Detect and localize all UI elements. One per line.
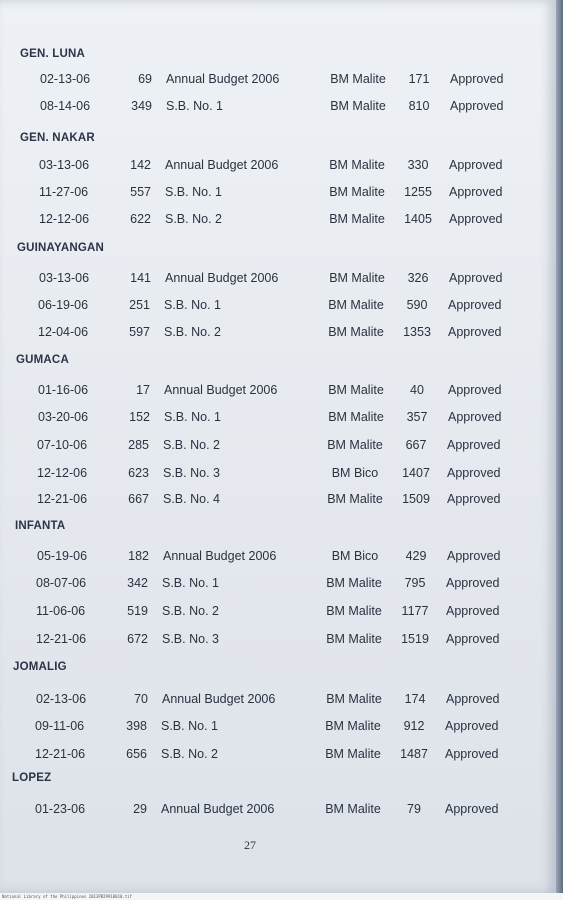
table-row <box>0 158 555 176</box>
resolution-title: Annual Budget 2006 <box>165 158 279 172</box>
resolution-title: S.B. No. 1 <box>165 185 222 199</box>
resolution-title: S.B. No. 1 <box>164 298 221 312</box>
resolution-date: 11-06-06 <box>36 604 86 618</box>
resolution-date: 11-27-06 <box>39 185 89 199</box>
resolution-title: Annual Budget 2006 <box>164 383 278 397</box>
ordinance-number: 1177 <box>401 604 429 618</box>
scan-footer: National Library of the Philippines 2013PB29910010.tif <box>0 893 563 900</box>
ordinance-number: 795 <box>404 576 426 590</box>
ordinance-number: 40 <box>410 383 424 397</box>
table-row <box>0 72 556 90</box>
table-row <box>0 271 555 289</box>
table-row <box>0 604 552 622</box>
resolution-date: 03-20-06 <box>38 410 89 424</box>
municipality-heading: JOMALIG <box>13 661 67 673</box>
resolution-number: 349 <box>131 99 152 113</box>
author-name: BM Malite <box>330 72 386 86</box>
resolution-number: 182 <box>128 549 149 563</box>
resolution-number: 29 <box>133 802 147 816</box>
ordinance-number: 590 <box>406 298 428 312</box>
resolution-number: 656 <box>126 747 147 761</box>
status-text: Approved <box>448 410 502 424</box>
status-text: Approved <box>448 383 502 397</box>
author-name: BM Malite <box>329 185 385 199</box>
ordinance-number: 667 <box>405 438 427 452</box>
ordinance-number: 79 <box>407 802 421 816</box>
resolution-number: 70 <box>134 692 148 706</box>
author-name: BM Malite <box>326 604 382 618</box>
status-text: Approved <box>447 549 501 563</box>
resolution-date: 12-12-06 <box>37 466 88 480</box>
ordinance-number: 174 <box>404 692 426 706</box>
resolution-number: 667 <box>128 492 149 506</box>
author-name: BM Bico <box>331 466 379 480</box>
resolution-title: S.B. No. 2 <box>165 212 222 226</box>
resolution-title: S.B. No. 3 <box>162 632 219 646</box>
table-row <box>0 466 553 484</box>
author-name: BM Malite <box>325 747 381 761</box>
resolution-date: 09-11-06 <box>35 719 85 733</box>
table-row <box>0 692 552 710</box>
page-number: 27 <box>244 838 256 852</box>
resolution-title: S.B. No. 2 <box>161 747 218 761</box>
ordinance-number: 1487 <box>400 747 428 761</box>
status-text: Approved <box>449 212 503 226</box>
table-row <box>0 632 552 650</box>
author-name: BM Malite <box>329 271 385 285</box>
author-name: BM Malite <box>328 410 384 424</box>
table-row <box>0 325 554 343</box>
resolution-title: S.B. No. 4 <box>163 492 220 506</box>
municipality-heading: GUMACA <box>16 354 69 366</box>
ordinance-number: 326 <box>407 271 429 285</box>
ordinance-number: 1519 <box>401 632 429 646</box>
author-name: BM Malite <box>326 576 382 590</box>
resolution-date: 08-14-06 <box>40 99 91 113</box>
resolution-number: 519 <box>127 604 148 618</box>
resolution-title: Annual Budget 2006 <box>163 549 277 563</box>
resolution-date: 12-12-06 <box>39 212 90 226</box>
status-text: Approved <box>445 719 499 733</box>
ordinance-number: 1255 <box>404 185 432 199</box>
resolution-title: Annual Budget 2006 <box>165 271 279 285</box>
status-text: Approved <box>446 632 500 646</box>
resolution-date: 12-21-06 <box>36 632 87 646</box>
status-text: Approved <box>446 692 500 706</box>
status-text: Approved <box>450 72 504 86</box>
resolution-title: Annual Budget 2006 <box>166 72 280 86</box>
status-text: Approved <box>448 325 502 339</box>
municipality-heading: GEN. LUNA <box>20 48 86 60</box>
table-row <box>0 802 551 820</box>
status-text: Approved <box>448 298 502 312</box>
ordinance-number: 1407 <box>402 466 430 480</box>
resolution-date: 03-13-06 <box>39 158 90 172</box>
status-text: Approved <box>449 185 503 199</box>
status-text: Approved <box>447 492 501 506</box>
resolution-title: Annual Budget 2006 <box>162 692 276 706</box>
resolution-number: 142 <box>130 158 151 172</box>
table-row <box>0 438 553 456</box>
resolution-date: 07-10-06 <box>37 438 88 452</box>
author-name: BM Malite <box>325 802 381 816</box>
table-row <box>0 185 555 203</box>
resolution-number: 152 <box>129 410 150 424</box>
author-name: BM Malite <box>326 692 382 706</box>
resolution-number: 597 <box>129 325 150 339</box>
table-row <box>0 576 552 594</box>
table-row <box>0 492 553 510</box>
resolution-title: S.B. No. 1 <box>164 410 221 424</box>
resolution-title: S.B. No. 2 <box>162 604 219 618</box>
table-row <box>0 747 551 765</box>
ordinance-number: 810 <box>408 99 430 113</box>
resolution-number: 557 <box>130 185 151 199</box>
resolution-title: S.B. No. 1 <box>162 576 219 590</box>
municipality-heading: GUINAYANGAN <box>17 242 104 254</box>
status-text: Approved <box>445 802 499 816</box>
author-name: BM Malite <box>329 158 385 172</box>
resolution-number: 251 <box>129 298 150 312</box>
table-row <box>0 298 554 316</box>
resolution-number: 17 <box>136 383 150 397</box>
resolution-number: 672 <box>127 632 148 646</box>
author-name: BM Malite <box>329 212 385 226</box>
author-name: BM Malite <box>328 383 384 397</box>
status-text: Approved <box>446 604 500 618</box>
resolution-title: S.B. No. 3 <box>163 466 220 480</box>
resolution-date: 03-13-06 <box>39 271 90 285</box>
resolution-title: S.B. No. 2 <box>164 325 221 339</box>
resolution-date: 02-13-06 <box>40 72 91 86</box>
municipality-heading: GEN. NAKAR <box>20 132 95 144</box>
resolution-title: Annual Budget 2006 <box>161 802 275 816</box>
resolution-number: 622 <box>130 212 151 226</box>
table-row <box>0 549 553 567</box>
table-row <box>0 383 554 401</box>
resolution-title: S.B. No. 2 <box>163 438 220 452</box>
status-text: Approved <box>449 158 503 172</box>
page-edge-shadow <box>556 0 563 893</box>
resolution-number: 285 <box>128 438 149 452</box>
author-name: BM Malite <box>327 438 383 452</box>
resolution-date: 12-04-06 <box>38 325 89 339</box>
status-text: Approved <box>445 747 499 761</box>
ordinance-number: 1353 <box>403 325 431 339</box>
resolution-number: 623 <box>128 466 149 480</box>
municipality-heading: INFANTA <box>15 520 66 532</box>
resolution-number: 141 <box>130 271 151 285</box>
author-name: BM Bico <box>331 549 379 563</box>
status-text: Approved <box>446 576 500 590</box>
resolution-date: 01-16-06 <box>38 383 89 397</box>
resolution-date: 01-23-06 <box>35 802 86 816</box>
author-name: BM Malite <box>327 492 383 506</box>
ordinance-number: 171 <box>408 72 430 86</box>
status-text: Approved <box>450 99 504 113</box>
status-text: Approved <box>447 466 501 480</box>
resolution-number: 69 <box>138 72 152 86</box>
municipality-heading: LOPEZ <box>12 772 52 784</box>
resolution-number: 398 <box>126 719 147 733</box>
table-row <box>0 99 556 117</box>
author-name: BM Malite <box>328 298 384 312</box>
resolution-date: 08-07-06 <box>36 576 87 590</box>
resolution-date: 12-21-06 <box>35 747 86 761</box>
resolution-date: 06-19-06 <box>38 298 89 312</box>
table-row <box>0 212 555 230</box>
ordinance-number: 330 <box>407 158 429 172</box>
ordinance-number: 429 <box>405 549 427 563</box>
resolution-number: 342 <box>127 576 148 590</box>
resolution-title: S.B. No. 1 <box>161 719 218 733</box>
ordinance-number: 1509 <box>402 492 430 506</box>
status-text: Approved <box>449 271 503 285</box>
author-name: BM Malite <box>325 719 381 733</box>
ordinance-number: 1405 <box>404 212 432 226</box>
table-row <box>0 719 551 737</box>
author-name: BM Malite <box>326 632 382 646</box>
author-name: BM Malite <box>330 99 386 113</box>
resolution-date: 02-13-06 <box>36 692 87 706</box>
resolution-date: 12-21-06 <box>37 492 88 506</box>
resolution-date: 05-19-06 <box>37 549 88 563</box>
ordinance-number: 912 <box>403 719 425 733</box>
resolution-title: S.B. No. 1 <box>166 99 223 113</box>
status-text: Approved <box>447 438 501 452</box>
author-name: BM Malite <box>328 325 384 339</box>
table-row <box>0 410 554 428</box>
ordinance-number: 357 <box>406 410 428 424</box>
